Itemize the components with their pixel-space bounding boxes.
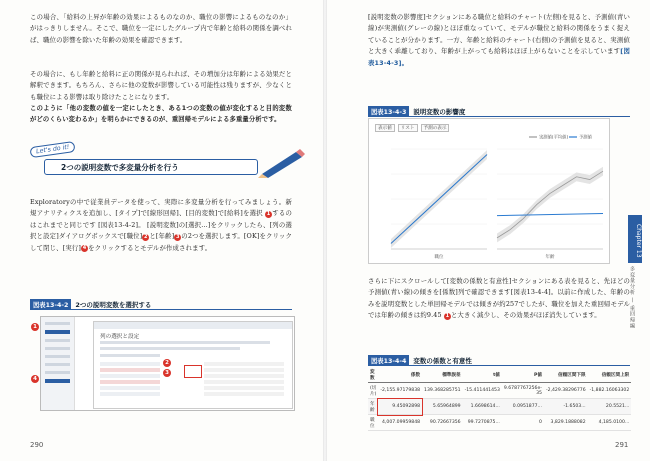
body-text-4: と[年齢] [149,232,175,241]
page-number-left: 290 [30,441,44,449]
column-header: 信頼区間上限 [588,368,632,383]
table-cell: -1,882.16063302 [588,383,632,399]
table-cell: 9.6787767256e-35 [502,383,544,399]
paragraph-2-end: と大きく減少し、その効果がほぼ消失しています。 [450,311,601,320]
step-3-marker: 3 [175,233,180,240]
column-header: 変数 [368,368,378,383]
intro-text: [説明変数の影響度]セクションにある職位と給料のチャート(左側)を見ると、予測値(青い線)が実測値(グレーの線)とほぼ重なっていて、モデルが職位と給料の関係をうまく捉えていることが分かります。一方、年齢と給料のチャート(右側)の予測値を見ると、実測値と大きく乖離しており、年齢が上がっても給料はほぼ上がらないことを示しています [368,13,630,56]
figure-rule [368,365,630,366]
paragraph-3-emphasis: このように「他の変数の値を一定にしたとき、ある1つの変数の値が変化すると目的変数がどのくらい変わるか」を明らかにできるのが、重回帰モデルによる多重量分析です。 [30,105,292,124]
table-cell: -2,155.97179838 [378,383,422,399]
coef-marker: 1 [445,312,450,319]
table-row [368,399,631,415]
page-number-right: 291 [615,441,629,449]
paragraph-1: この場合、「給料の上昇が年齢の効果によるものなのか、職位の影響によるものなのか」がはっきりしません。そこで、職位を一定にしたグループ内で年齢と給料の関係を調べれば、職位の影響を除いた年齢の効果を確認できます。 [30,13,292,44]
x-axis-label: 職位 [434,255,444,260]
paragraph-2: その場合に、もし年齢と給料に正の関係が見られれば、その増加分は年齢による効果だと解釈できます。もちろん、さらに他の変数が影響している可能性は残りますが、少なくとも職位による影響は取り除けたことになります。 [30,70,292,101]
figure-title: 説明変数の影響度 [413,108,466,116]
column-list [100,362,160,407]
figure-tag: 図表13-4-3 [368,106,409,117]
table-cell: -1.6503... [544,399,588,415]
dialog-window [93,321,293,409]
table-row [368,383,631,399]
column-header: 係数 [378,368,422,383]
legend-label: 予測値 [579,135,592,141]
prediction-toggle[interactable]: 予測の表示 [421,124,450,132]
step-1-marker: 1 [266,210,271,217]
chapter-tab: Chapter 13 [628,215,642,263]
table-cell: 0 [502,415,544,431]
body-text-2: するのはこれまでと同じです [図表13-4-2]。 [30,209,293,229]
figure-reference: [図表13-4-3]。 [368,47,630,67]
marker-4: 4 [31,375,39,383]
chart-legend [529,134,593,141]
figure-rule [368,116,630,117]
figure-tag: 図表13-4-4 [368,355,409,366]
body-text-6: をクリックするとモデルが作成されます。 [88,243,212,252]
body-text-3: [説明変数]の[選択...]をクリックしたら、[列の選択と設定]ダイアログボックスで[職位] [30,220,292,241]
table-cell: 職位 [368,415,378,431]
right-paragraph-2 [368,276,630,322]
figure-tag: 図表13-4-2 [30,299,71,310]
column-header: P値 [502,368,544,383]
figure-title: 変数の係数と有意性 [413,357,472,365]
table-header-row [368,368,631,383]
coefficient-table [368,368,631,431]
table-cell: 年齢 [368,399,378,415]
list-toggle[interactable]: リスト [398,124,418,132]
table-row [368,415,631,431]
table-cell: 1.6698614... [463,399,502,415]
body-paragraph [30,197,292,254]
preview-grid [204,362,284,407]
body-text-1: Exploratoryの中で従業員データを使って、実際に多変量分析を行ってみましょう。新規アナリティクスを追加し、[タイプ]で[線形回帰]、[目的変数]で[給料]を選択 [30,198,292,218]
legend-label: 実測値(平均値) [539,135,569,141]
table-cell: 0.0951877... [502,399,544,415]
table-cell: 4,007.09959848 [378,415,422,431]
lets-do-it-tag: Let's do it! [29,141,76,158]
step-4-marker: 4 [82,245,87,252]
predicted-line [497,213,603,215]
table-cell: 139.368285751 [422,383,463,399]
marker-2: 2 [163,359,171,367]
x-axis-label: 年齢 [545,255,555,260]
chart-svg [369,119,611,265]
confidence-band [497,167,603,243]
table-cell: 20.5521... [588,399,632,415]
display-select[interactable]: 表示値 [375,124,395,132]
settings-sidebar [41,317,75,411]
variable-impact-chart [368,118,610,264]
marker-1: 1 [31,323,39,331]
step-2-marker: 2 [143,233,148,240]
table-cell: 4,185.0100... [588,415,632,431]
table-cell: 90.72667356 [422,415,463,431]
paragraph-2-text: さらに下にスクロールして[変数の係数と有意性]セクションにある表を見ると、先ほどの予測値(青い線)の傾きを[係数]列で確認できます[図表13-4-4]。以前に作成した、年齢のみを説明変数とした単回帰モデルでは傾きが約257でしたが、職位を加えた重回帰モデルでは年齢の傾きは約9.45 [368,277,630,320]
chapter-subtitle: 多変量分析 — 重回帰編 [629,266,635,329]
section-heading: 2つの説明変数で多変量分析を行う [44,159,258,175]
table-cell: -15.411441453 [463,383,502,399]
selected-columns-highlight [184,365,202,378]
table-cell: -2,429.38296776 [544,383,588,399]
right-intro-paragraph [368,12,630,69]
marker-3: 3 [163,369,171,377]
dialog-title: 列の選択と設定 [100,334,140,340]
table-cell: 3,829.1888082 [544,415,588,431]
figure-rule [30,309,292,310]
column-header: 標準誤差 [422,368,463,383]
figure-title: 2つの説明変数を選択する [75,301,152,309]
lets-do-it-box [30,143,292,179]
age-coefficient-cell: 9.45092898 [378,399,422,415]
body-text-5: の2つを選択します。[OK]をクリックして閉じ、[実行] [30,232,292,252]
column-header: 信頼区間下限 [544,368,588,383]
table-cell: 99.7270875... [463,415,502,431]
table-cell: 5.65964899 [422,399,463,415]
column-header: t値 [463,368,502,383]
table-cell: (切片) [368,383,378,399]
pencil-icon [258,148,306,178]
